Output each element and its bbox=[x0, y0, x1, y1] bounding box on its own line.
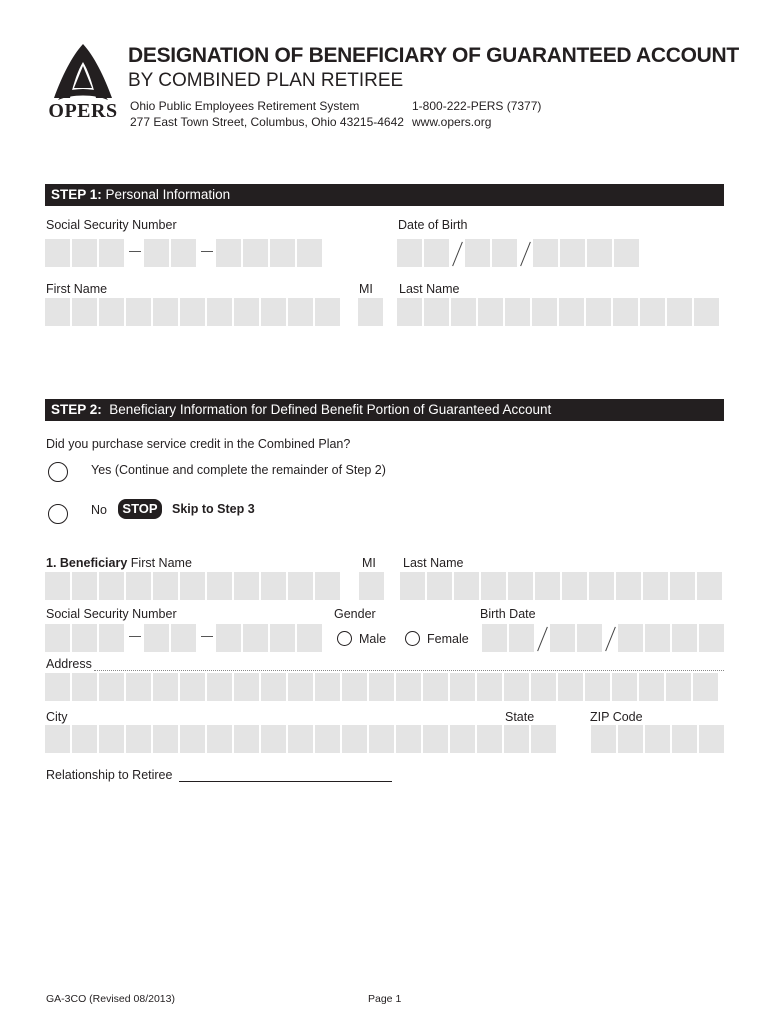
ssn-digit[interactable] bbox=[297, 624, 322, 652]
yes-label: Yes (Continue and complete the remainder of Step 2) bbox=[91, 463, 386, 477]
zip-field[interactable] bbox=[591, 725, 726, 753]
page-number: Page 1 bbox=[368, 993, 402, 1005]
website: www.opers.org bbox=[412, 115, 492, 129]
char-box[interactable] bbox=[45, 673, 70, 701]
female-radio[interactable] bbox=[405, 631, 420, 646]
char-box[interactable] bbox=[400, 572, 425, 600]
char-box[interactable] bbox=[477, 725, 502, 753]
dob-digit[interactable] bbox=[397, 239, 422, 267]
char-box[interactable] bbox=[261, 298, 286, 326]
opers-logo bbox=[44, 42, 122, 124]
ssn-digit[interactable] bbox=[99, 624, 124, 652]
char-box[interactable] bbox=[667, 298, 692, 326]
char-box[interactable] bbox=[315, 572, 340, 600]
char-box[interactable] bbox=[450, 673, 475, 701]
char-box[interactable] bbox=[423, 725, 448, 753]
address-label: Address bbox=[46, 657, 92, 671]
dob-digit[interactable] bbox=[618, 624, 643, 652]
dob-digit[interactable] bbox=[465, 239, 490, 267]
gender-label: Gender bbox=[334, 607, 376, 621]
char-box[interactable] bbox=[531, 673, 556, 701]
form-subtitle: BY COMBINED PLAN RETIREE bbox=[128, 70, 404, 91]
char-box[interactable] bbox=[153, 673, 178, 701]
char-box[interactable] bbox=[234, 572, 259, 600]
char-box[interactable] bbox=[504, 725, 529, 753]
char-box[interactable] bbox=[99, 673, 124, 701]
char-box[interactable] bbox=[342, 725, 367, 753]
char-box[interactable] bbox=[45, 572, 70, 600]
char-box[interactable] bbox=[207, 572, 232, 600]
beneficiary-number: 1. Beneficiary bbox=[46, 556, 128, 570]
char-box[interactable] bbox=[504, 673, 529, 701]
dob-digit[interactable] bbox=[699, 624, 724, 652]
birth-date-label: Birth Date bbox=[480, 607, 536, 621]
dob-digit[interactable] bbox=[509, 624, 534, 652]
first-name-field[interactable] bbox=[45, 298, 342, 326]
char-box[interactable] bbox=[207, 298, 232, 326]
male-label: Male bbox=[359, 632, 387, 646]
char-box[interactable] bbox=[126, 572, 151, 600]
dob-digit[interactable] bbox=[492, 239, 517, 267]
dob-field[interactable] bbox=[397, 239, 641, 267]
relationship-label: Relationship to Retiree bbox=[46, 768, 173, 782]
beneficiary-ssn-field[interactable] bbox=[45, 624, 324, 652]
char-box[interactable] bbox=[315, 725, 340, 753]
dob-digit[interactable] bbox=[550, 624, 575, 652]
dob-slash bbox=[519, 239, 533, 267]
relationship-line[interactable] bbox=[179, 781, 392, 782]
mi-label: MI bbox=[359, 282, 373, 296]
char-box[interactable] bbox=[153, 298, 178, 326]
char-box[interactable] bbox=[234, 725, 259, 753]
char-box[interactable] bbox=[559, 298, 584, 326]
state-field[interactable] bbox=[504, 725, 558, 753]
char-box[interactable] bbox=[99, 298, 124, 326]
step2-number: STEP 2: bbox=[51, 402, 102, 417]
char-box[interactable] bbox=[234, 298, 259, 326]
ssn-digit[interactable] bbox=[243, 239, 268, 267]
dob-digit[interactable] bbox=[577, 624, 602, 652]
form-title: DESIGNATION OF BENEFICIARY OF GUARANTEED ACCOUNT bbox=[128, 44, 739, 67]
char-box[interactable] bbox=[342, 673, 367, 701]
beneficiary-first-name-text: First Name bbox=[130, 556, 192, 570]
char-box[interactable] bbox=[454, 572, 479, 600]
char-box[interactable] bbox=[508, 572, 533, 600]
char-box[interactable] bbox=[288, 572, 313, 600]
char-box[interactable] bbox=[450, 725, 475, 753]
first-name-label: First Name bbox=[46, 282, 108, 296]
dob-digit[interactable] bbox=[560, 239, 585, 267]
step2-title: Beneficiary Information for Defined Benefit Portion of Guaranteed Account bbox=[109, 402, 552, 417]
ssn-digit[interactable] bbox=[243, 624, 268, 652]
char-box[interactable] bbox=[72, 673, 97, 701]
char-box[interactable] bbox=[153, 725, 178, 753]
last-name-label: Last Name bbox=[399, 282, 460, 296]
step1-header bbox=[45, 184, 724, 206]
char-box[interactable] bbox=[207, 673, 232, 701]
male-radio[interactable] bbox=[337, 631, 352, 646]
ssn-digit[interactable] bbox=[45, 239, 70, 267]
char-box[interactable] bbox=[666, 673, 691, 701]
form-code: GA-3CO (Revised 08/2013) bbox=[46, 993, 175, 1005]
char-box[interactable] bbox=[693, 673, 718, 701]
ssn-digit[interactable] bbox=[216, 239, 241, 267]
ssn-digit[interactable] bbox=[72, 624, 97, 652]
beneficiary-first-name-field[interactable] bbox=[45, 572, 342, 600]
char-box[interactable] bbox=[505, 298, 530, 326]
opers-logo-icon bbox=[44, 42, 122, 104]
char-box[interactable] bbox=[672, 725, 697, 753]
beneficiary-last-name-field[interactable] bbox=[400, 572, 724, 600]
char-box[interactable] bbox=[180, 572, 205, 600]
char-box[interactable] bbox=[585, 673, 610, 701]
beneficiary-birth-date-field[interactable] bbox=[482, 624, 726, 652]
char-box[interactable] bbox=[72, 572, 97, 600]
char-box[interactable] bbox=[288, 673, 313, 701]
beneficiary-ssn-label: Social Security Number bbox=[46, 607, 177, 621]
char-box[interactable] bbox=[234, 673, 259, 701]
dob-label: Date of Birth bbox=[398, 218, 468, 232]
dob-digit[interactable] bbox=[645, 624, 670, 652]
char-box[interactable] bbox=[315, 298, 340, 326]
char-box[interactable] bbox=[423, 673, 448, 701]
char-box[interactable] bbox=[613, 298, 638, 326]
char-box[interactable] bbox=[261, 673, 286, 701]
city-label: City bbox=[46, 710, 68, 724]
char-box[interactable] bbox=[369, 673, 394, 701]
char-box[interactable] bbox=[261, 725, 286, 753]
address-dotted-line bbox=[94, 670, 724, 671]
char-box[interactable] bbox=[478, 298, 503, 326]
beneficiary-mi-label: MI bbox=[362, 556, 376, 570]
char-box[interactable] bbox=[288, 725, 313, 753]
char-box[interactable] bbox=[643, 572, 668, 600]
ssn-dash bbox=[126, 239, 144, 267]
char-box[interactable] bbox=[359, 572, 384, 600]
char-box[interactable] bbox=[558, 673, 583, 701]
ssn-digit[interactable] bbox=[216, 624, 241, 652]
no-label: No bbox=[91, 503, 107, 517]
char-box[interactable] bbox=[591, 725, 616, 753]
char-box[interactable] bbox=[427, 572, 452, 600]
char-box[interactable] bbox=[589, 572, 614, 600]
char-box[interactable] bbox=[694, 298, 719, 326]
ssn-digit[interactable] bbox=[171, 239, 196, 267]
ssn-digit[interactable] bbox=[144, 239, 169, 267]
dob-slash bbox=[604, 624, 618, 652]
stop-badge: STOP bbox=[118, 499, 162, 519]
org-name: Ohio Public Employees Retirement System bbox=[130, 99, 360, 113]
char-box[interactable] bbox=[180, 673, 205, 701]
ssn-digit[interactable] bbox=[144, 624, 169, 652]
ssn-digit[interactable] bbox=[72, 239, 97, 267]
char-box[interactable] bbox=[45, 725, 70, 753]
ssn-label: Social Security Number bbox=[46, 218, 177, 232]
char-box[interactable] bbox=[481, 572, 506, 600]
char-box[interactable] bbox=[126, 673, 151, 701]
ssn-dash bbox=[198, 624, 216, 652]
char-box[interactable] bbox=[397, 298, 422, 326]
dob-slash bbox=[536, 624, 550, 652]
char-box[interactable] bbox=[670, 572, 695, 600]
ssn-digit[interactable] bbox=[171, 624, 196, 652]
char-box[interactable] bbox=[315, 673, 340, 701]
char-box[interactable] bbox=[396, 725, 421, 753]
char-box[interactable] bbox=[396, 673, 421, 701]
beneficiary-last-name-label: Last Name bbox=[403, 556, 464, 570]
char-box[interactable] bbox=[477, 673, 502, 701]
last-name-field[interactable] bbox=[397, 298, 721, 326]
char-box[interactable] bbox=[126, 725, 151, 753]
no-radio[interactable] bbox=[48, 504, 68, 524]
address-field[interactable] bbox=[45, 673, 720, 701]
ssn-digit[interactable] bbox=[270, 624, 295, 652]
char-box[interactable] bbox=[45, 298, 70, 326]
ssn-digit[interactable] bbox=[99, 239, 124, 267]
char-box[interactable] bbox=[358, 298, 383, 326]
char-box[interactable] bbox=[207, 725, 232, 753]
female-label: Female bbox=[427, 632, 469, 646]
dob-digit[interactable] bbox=[424, 239, 449, 267]
ssn-dash bbox=[126, 624, 144, 652]
char-box[interactable] bbox=[612, 673, 637, 701]
char-box[interactable] bbox=[153, 572, 178, 600]
zip-label: ZIP Code bbox=[590, 710, 643, 724]
char-box[interactable] bbox=[424, 298, 449, 326]
yes-radio[interactable] bbox=[48, 462, 68, 482]
dob-digit[interactable] bbox=[672, 624, 697, 652]
dob-digit[interactable] bbox=[533, 239, 558, 267]
beneficiary-mi-field[interactable] bbox=[359, 572, 386, 600]
char-box[interactable] bbox=[535, 572, 560, 600]
char-box[interactable] bbox=[451, 298, 476, 326]
step1-number: STEP 1: bbox=[51, 187, 102, 202]
char-box[interactable] bbox=[72, 725, 97, 753]
char-box[interactable] bbox=[586, 298, 611, 326]
phone: 1-800-222-PERS (7377) bbox=[412, 99, 542, 113]
char-box[interactable] bbox=[180, 298, 205, 326]
ssn-digit[interactable] bbox=[270, 239, 295, 267]
dob-digit[interactable] bbox=[614, 239, 639, 267]
ssn-digit[interactable] bbox=[297, 239, 322, 267]
char-box[interactable] bbox=[645, 725, 670, 753]
char-box[interactable] bbox=[697, 572, 722, 600]
beneficiary-first-name-label bbox=[46, 556, 192, 570]
char-box[interactable] bbox=[640, 298, 665, 326]
char-box[interactable] bbox=[531, 725, 556, 753]
step1-title: Personal Information bbox=[105, 187, 231, 202]
dob-digit[interactable] bbox=[587, 239, 612, 267]
city-field[interactable] bbox=[45, 725, 504, 753]
char-box[interactable] bbox=[618, 725, 643, 753]
char-box[interactable] bbox=[288, 298, 313, 326]
char-box[interactable] bbox=[369, 725, 394, 753]
char-box[interactable] bbox=[562, 572, 587, 600]
char-box[interactable] bbox=[616, 572, 641, 600]
char-box[interactable] bbox=[699, 725, 724, 753]
state-label: State bbox=[505, 710, 535, 724]
ssn-digit[interactable] bbox=[45, 624, 70, 652]
char-box[interactable] bbox=[532, 298, 557, 326]
dob-digit[interactable] bbox=[482, 624, 507, 652]
org-address: 277 East Town Street, Columbus, Ohio 43215-4642 bbox=[130, 115, 404, 129]
skip-text: Skip to Step 3 bbox=[172, 502, 255, 516]
step2-header bbox=[45, 399, 724, 421]
char-box[interactable] bbox=[72, 298, 97, 326]
char-box[interactable] bbox=[639, 673, 664, 701]
dob-slash bbox=[451, 239, 465, 267]
logo-text: OPERS bbox=[48, 100, 118, 122]
char-box[interactable] bbox=[99, 725, 124, 753]
mi-field[interactable] bbox=[358, 298, 385, 326]
ssn-field[interactable] bbox=[45, 239, 324, 267]
ssn-dash bbox=[198, 239, 216, 267]
char-box[interactable] bbox=[180, 725, 205, 753]
char-box[interactable] bbox=[261, 572, 286, 600]
char-box[interactable] bbox=[126, 298, 151, 326]
char-box[interactable] bbox=[99, 572, 124, 600]
service-credit-question: Did you purchase service credit in the Combined Plan? bbox=[46, 437, 351, 451]
